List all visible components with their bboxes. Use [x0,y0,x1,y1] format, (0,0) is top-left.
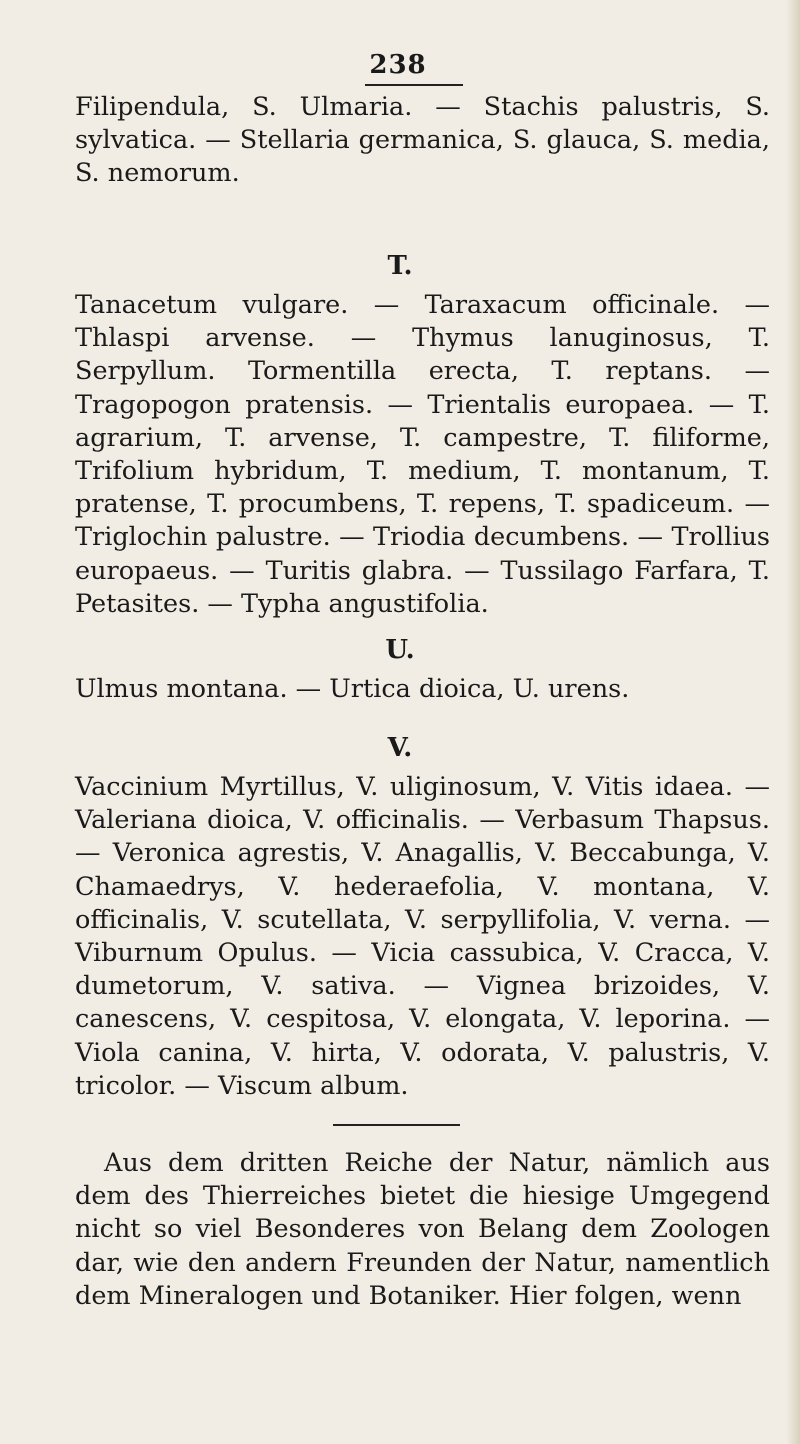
section-heading-u: U. [385,635,415,665]
page-edge-shadow [786,0,800,1444]
page-number: 238 [369,50,427,80]
page-number-rule [365,84,463,86]
species-list-continuation: Filipendula, S. Ulmaria. — Stachis palustris, S. sylvatica. — Stellaria germanica, S. glauca, S. media, S. nemorum. [75,92,770,189]
section-divider [333,1124,460,1126]
species-list-t: Tanacetum vulgare. — Taraxacum officinale. — Thlaspi arvense. — Thymus lanuginosus, T. Serpyllum. Tormentilla erecta, T. reptans. — Tragopogon pratensis. — Trientalis europaea. — T. agrarium, T. arvense, T. campestre, T. filiforme, Trifolium hybridum, T. medium, T. montanum, T. pratense, T. procumbens, T. repens, T. spadiceum. — Triglochin palustre. — Triodia decumbens. — Trollius europaeus. — Turitis glabra. — Tussilago Farfara, T. Petasites. — Typha angustifolia. [75,290,770,619]
species-list-v: Vaccinium Myrtillus, V. uliginosum, V. Vitis idaea. — Valeriana dioica, V. officinalis. — Verbasum Thapsus. — Veronica agrestis, V. Anagallis, V. Beccabunga, V. Chamaedrys, V. hederaefolia, V. montana, V. officinalis, V. scutellata, V. serpyllifolia, V. verna. — Viburnum Opulus. — Vicia cassubica, V. Cracca, V. dumetorum, V. sativa. — Vignea brizoides, V. canescens, V. cespitosa, V. elongata, V. leporina. — Viola canina, V. hirta, V. odorata, V. palustris, V. tricolor. — Viscum album. [75,772,770,1101]
body-paragraph: Aus dem dritten Reiche der Natur, nämlich aus dem des Thierreiches bietet die hiesige Umgegend nicht so viel Besonderes von Belang dem Zoologen dar, wie den andern Freunden der Natur, namentlich dem Mineralogen und Botaniker. Hier folgen, wenn [75,1148,770,1311]
section-heading-t: T. [387,251,413,281]
species-list-u: Ulmus montana. — Urtica dioica, U. urens. [75,674,630,704]
section-heading-v: V. [387,733,413,763]
